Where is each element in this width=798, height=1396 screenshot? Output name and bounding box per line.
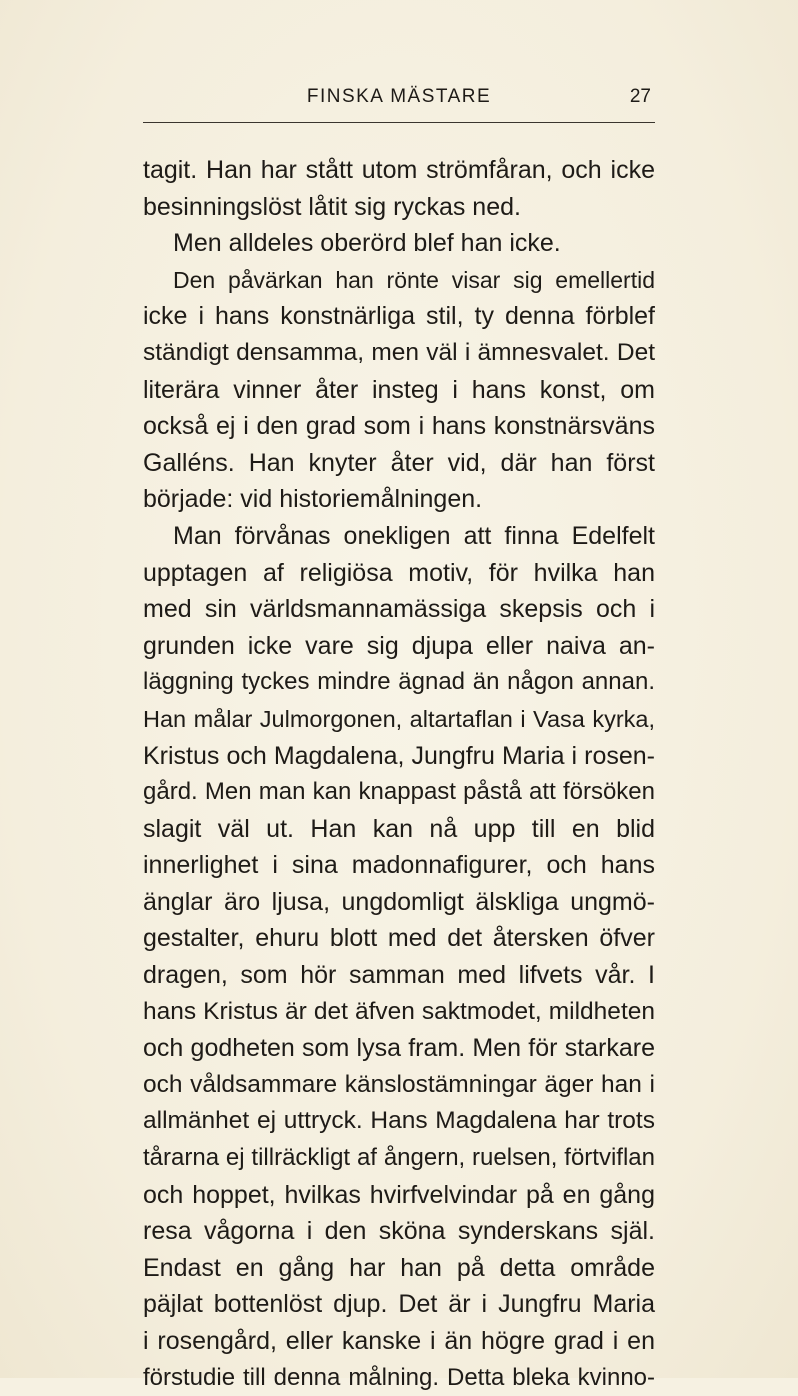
body-text xyxy=(143,152,655,1396)
text-line: förstudie till denna målning. Detta bleka kvinno- xyxy=(143,1363,655,1391)
text-line: dragen, som hör samman med lifvets vår. I xyxy=(143,961,655,990)
text-line: tagit. Han har stått utom strömfåran, och icke xyxy=(143,156,655,184)
text-line: Han målar Julmorgonen, altartaflan i Vasa kyrka, xyxy=(143,705,655,732)
text-line: tårarna ej tillräckligt af ångern, ruelsen, förtviflan xyxy=(143,1144,655,1172)
text-line: slagit väl ut. Han kan nå upp till en blid xyxy=(143,814,655,843)
text-line: läggning tyckes mindre ägnad än någon annan. xyxy=(143,668,655,696)
text-line: med sin världsmannamässiga skepsis och i xyxy=(143,595,655,624)
text-line: hans Kristus är det äfven saktmodet, mildheten xyxy=(143,997,655,1025)
text-line: Men alldeles oberörd blef han icke. xyxy=(173,229,561,258)
text-line: icke i hans konstnärliga stil, ty denna förblef xyxy=(143,302,655,331)
text-line: päjlat bottenlöst djup. Det är i Jungfru Maria xyxy=(143,1290,655,1319)
text-line: i rosengård, eller kanske i än högre grad i en xyxy=(143,1327,655,1355)
text-line: Man förvånas onekligen att finna Edelfelt xyxy=(173,521,655,550)
text-line: ständigt densamma, men väl i ämnesvalet. Det xyxy=(143,338,655,366)
text-line: änglar äro ljusa, ungdomligt älskliga ungmö- xyxy=(143,887,655,916)
text-line: literära vinner åter insteg i hans konst, om xyxy=(143,375,655,404)
text-line: och godheten som lysa fram. Men för starkare xyxy=(143,1034,655,1063)
text-line: resa vågorna i den sköna synderskans själ. xyxy=(143,1217,655,1246)
text-line: började: vid historiemålningen. xyxy=(143,485,483,514)
text-line: och hoppet, hvilkas hvirfvelvindar på en gång xyxy=(143,1180,655,1209)
text-line: gestalter, ehuru blott med det återsken öfver xyxy=(143,924,655,953)
text-line: gård. Men man kan knappast påstå att försöken xyxy=(143,778,655,806)
page-number: 27 xyxy=(629,86,651,107)
text-line: besinningslöst låtit sig ryckas ned. xyxy=(143,192,521,221)
text-line: och våldsammare känslostämningar äger han i xyxy=(143,1070,655,1098)
text-line: också ej i den grad som i hans konstnärsväns xyxy=(143,412,655,441)
text-line: grunden icke vare sig djupa eller naiva an- xyxy=(143,631,655,660)
text-line: Galléns. Han knyter åter vid, där han först xyxy=(143,448,655,477)
running-head xyxy=(143,86,655,116)
text-line: innerlighet i sina madonnafigurer, och hans xyxy=(143,851,655,880)
text-line: allmänhet ej uttryck. Hans Magdalena har trots xyxy=(143,1107,655,1135)
text-line: Kristus och Magdalena, Jungfru Maria i rosen- xyxy=(143,741,655,770)
header-rule xyxy=(143,122,655,123)
running-title: FINSKA MÄSTARE xyxy=(306,86,492,107)
text-line: Den påvärkan han rönte visar sig emellertid xyxy=(173,266,655,293)
text-line: upptagen af religiösa motiv, för hvilka han xyxy=(143,558,655,587)
text-line: Endast en gång har han på detta område xyxy=(143,1253,655,1282)
